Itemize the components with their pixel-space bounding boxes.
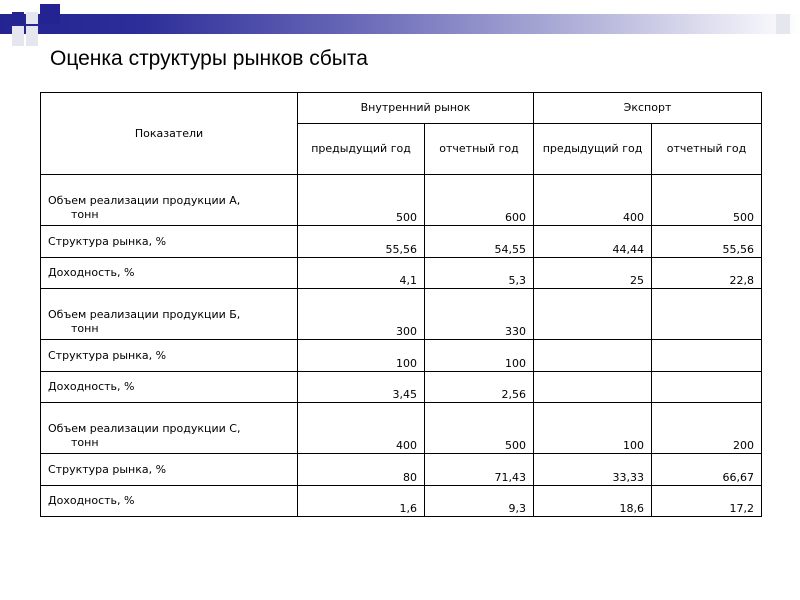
table-cell: 80 [298, 454, 425, 486]
table-cell: 2,56 [425, 372, 534, 403]
table-row [41, 486, 762, 517]
table-row [41, 340, 762, 372]
row-label: Структура рынка, % [41, 454, 298, 486]
row-label-line1: Объем реализации продукции Б, [48, 308, 241, 321]
table-row [41, 175, 762, 226]
table-cell: 500 [298, 175, 425, 226]
table-cell [652, 289, 762, 340]
page-title: Оценка структуры рынков сбыта [50, 47, 368, 70]
row-label-line1: Объем реализации продукции А, [48, 194, 241, 207]
table-cell: 100 [534, 403, 652, 454]
market-structure-table [40, 92, 762, 517]
table-cell: 100 [425, 340, 534, 372]
decor-square-2 [12, 26, 24, 46]
row-label-line2: тонн [71, 436, 99, 449]
decor-square-4 [26, 26, 38, 46]
table-cell: 55,56 [298, 226, 425, 258]
table-row [41, 226, 762, 258]
table-row [41, 289, 762, 340]
table-row [41, 454, 762, 486]
table-cell [652, 340, 762, 372]
row-label-line2: тонн [71, 208, 99, 221]
table-cell: 33,33 [534, 454, 652, 486]
decor-square-6 [776, 14, 790, 34]
header-gradient-bar [0, 14, 800, 34]
table-cell: 22,8 [652, 258, 762, 289]
header-domestic-reporting-year: отчетный год [425, 124, 534, 175]
row-label [41, 289, 298, 340]
header-domestic-previous-year: предыдущий год [298, 124, 425, 175]
table-cell: 71,43 [425, 454, 534, 486]
table-cell: 200 [652, 403, 762, 454]
row-label: Структура рынка, % [41, 226, 298, 258]
table-row [41, 403, 762, 454]
decor-square-3 [26, 12, 38, 24]
table-cell [534, 289, 652, 340]
table-cell: 4,1 [298, 258, 425, 289]
table-row [41, 372, 762, 403]
table-cell: 3,45 [298, 372, 425, 403]
header-indicators: Показатели [41, 93, 298, 175]
row-label [41, 403, 298, 454]
table-cell: 500 [652, 175, 762, 226]
table-cell: 17,2 [652, 486, 762, 517]
table-cell: 400 [298, 403, 425, 454]
row-label: Доходность, % [41, 258, 298, 289]
table-cell: 5,3 [425, 258, 534, 289]
table-cell: 500 [425, 403, 534, 454]
table-cell: 1,6 [298, 486, 425, 517]
table-cell: 400 [534, 175, 652, 226]
table-cell: 9,3 [425, 486, 534, 517]
header-export-previous-year: предыдущий год [534, 124, 652, 175]
table-cell: 66,67 [652, 454, 762, 486]
table-cell: 55,56 [652, 226, 762, 258]
table-cell [534, 372, 652, 403]
table-cell: 100 [298, 340, 425, 372]
table-cell: 44,44 [534, 226, 652, 258]
table-cell: 600 [425, 175, 534, 226]
header-export-reporting-year: отчетный год [652, 124, 762, 175]
decor-square-1 [12, 12, 24, 24]
header-domestic-market: Внутренний рынок [298, 93, 534, 124]
row-label-line1: Объем реализации продукции С, [48, 422, 241, 435]
decor-square-5 [40, 4, 60, 24]
header-export: Экспорт [534, 93, 762, 124]
row-label [41, 175, 298, 226]
row-label: Доходность, % [41, 486, 298, 517]
row-label: Структура рынка, % [41, 340, 298, 372]
table-row [41, 258, 762, 289]
table-cell: 54,55 [425, 226, 534, 258]
table-cell: 25 [534, 258, 652, 289]
table-cell: 300 [298, 289, 425, 340]
table-cell [534, 340, 652, 372]
row-label-line2: тонн [71, 322, 99, 335]
table-cell: 330 [425, 289, 534, 340]
row-label: Доходность, % [41, 372, 298, 403]
table-cell [652, 372, 762, 403]
table-cell: 18,6 [534, 486, 652, 517]
